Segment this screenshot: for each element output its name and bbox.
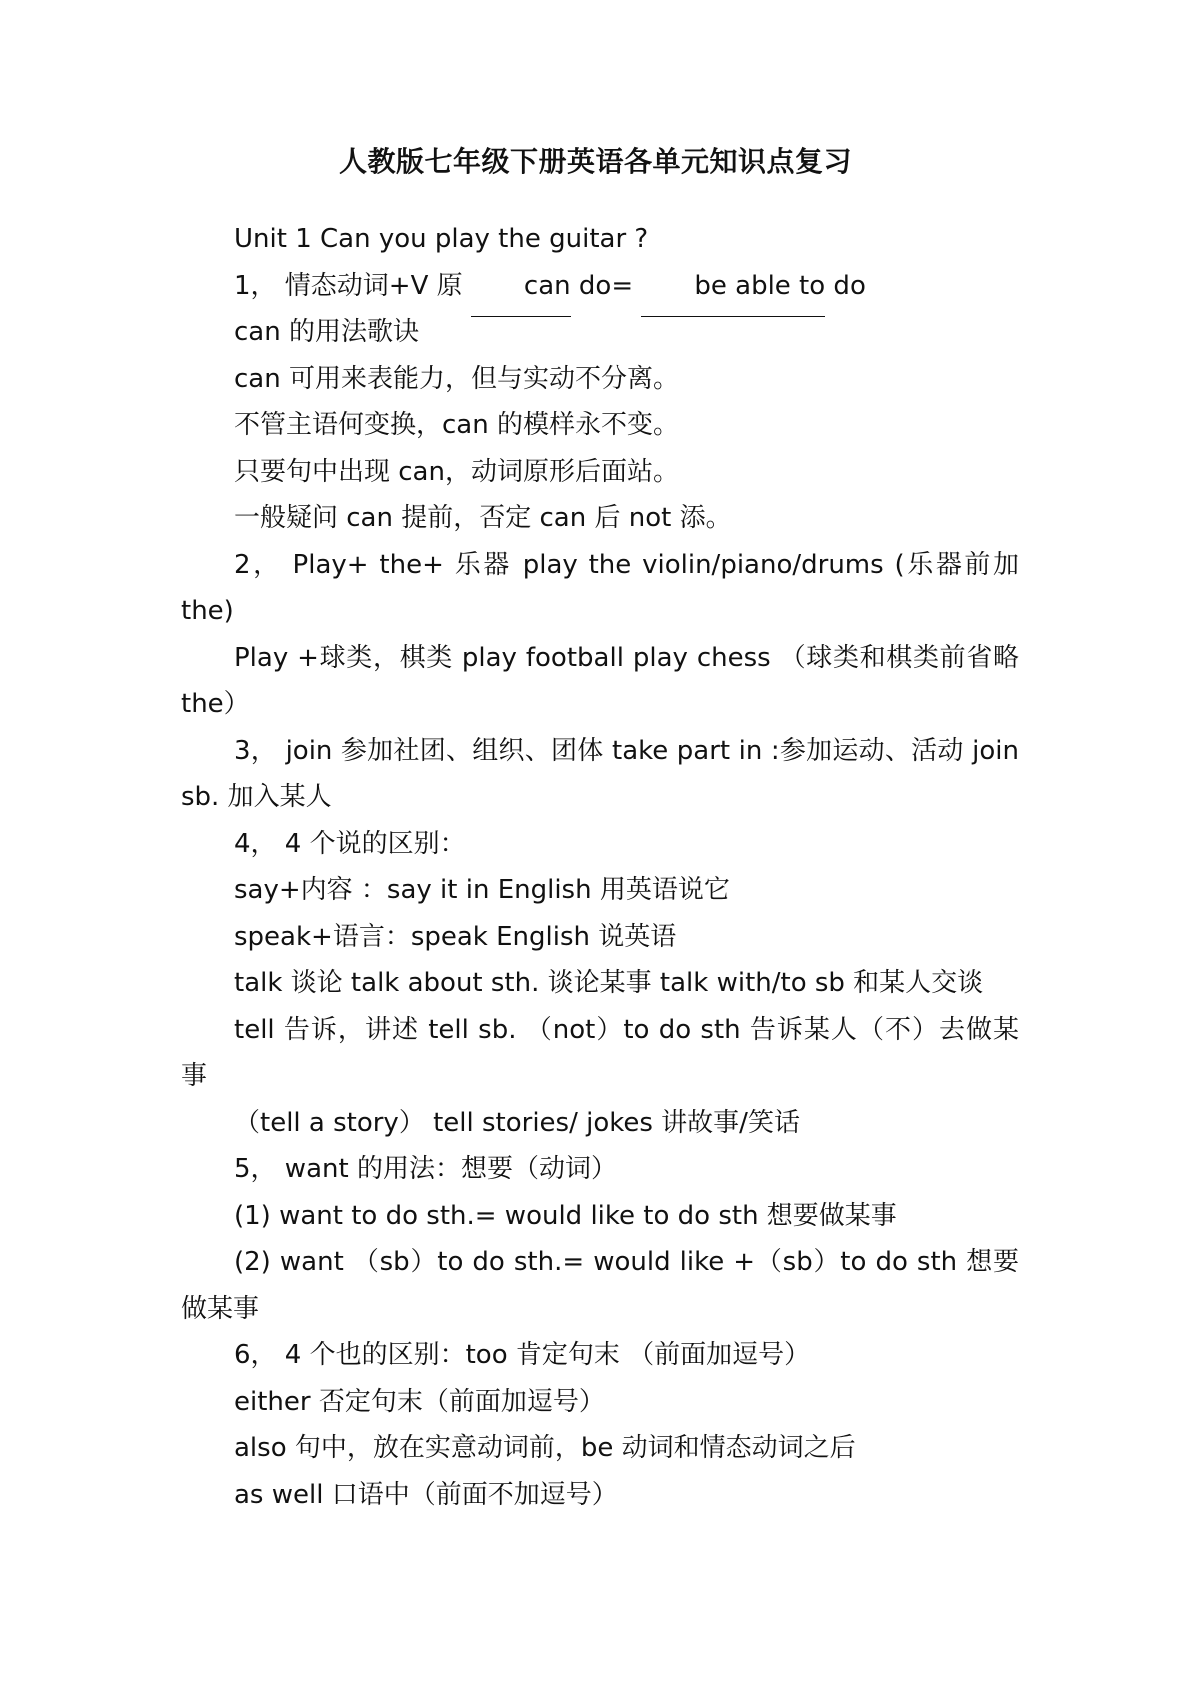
underlined-be-able-to: be able to bbox=[641, 263, 825, 310]
text-line: speak+语言：speak English 说英语 bbox=[234, 921, 677, 952]
text-line: can 的用法歌诀 bbox=[234, 317, 419, 347]
item-1-suffix: do bbox=[825, 270, 866, 301]
text-line: tell 告诉，讲述 tell sb. （not）to do sth 告诉某人（不）去做某事 bbox=[181, 1014, 1019, 1091]
text-line: 不管主语何变换，can 的模样永不变。 bbox=[234, 410, 679, 440]
text-line: Play +球类，棋类 play football play chess （球类和棋类前省略 the） bbox=[181, 642, 1019, 719]
text-line: 6， 4 个也的区别：too 肯定句末 （前面加逗号） bbox=[234, 1340, 811, 1370]
underlined-can: can bbox=[471, 263, 571, 310]
text-line: 只要句中出现 can，动词原形后面站。 bbox=[234, 456, 679, 487]
item-1-mid: do= bbox=[570, 270, 642, 301]
document-body bbox=[181, 216, 1019, 1518]
text-line: talk 谈论 talk about sth. 谈论某事 talk with/to sb 和某人交谈 bbox=[234, 968, 984, 998]
text-line: either 否定句末（前面加逗号） bbox=[234, 1386, 605, 1417]
text-line: 5， want 的用法：想要（动词） bbox=[234, 1154, 617, 1184]
text-line: 2， Play+ the+ 乐器 play the violin/piano/drums (乐器前加 the) bbox=[181, 549, 1019, 626]
text-line: 一般疑问 can 提前，否定 can 后 not 添。 bbox=[234, 503, 732, 533]
text-line: (2) want （sb）to do sth.= would like +（sb）to do sth 想要做某事 bbox=[181, 1247, 1019, 1324]
text-line: （tell a story） tell stories/ jokes 讲故事/笑话 bbox=[234, 1107, 800, 1138]
text-line: can 可用来表能力，但与实动不分离。 bbox=[234, 363, 679, 394]
text-line: 4， 4 个说的区别： bbox=[234, 828, 466, 859]
item-1-line bbox=[181, 263, 1019, 310]
unit-heading: Unit 1 Can you play the guitar ? bbox=[234, 224, 649, 254]
text-line: as well 口语中（前面不加逗号） bbox=[234, 1479, 618, 1510]
text-line: also 句中，放在实意动词前，be 动词和情态动词之后 bbox=[234, 1433, 856, 1463]
text-line: 3， join 参加社团、组织、团体 take part in :参加运动、活动 join sb. 加入某人 bbox=[181, 735, 1019, 812]
text-line: say+内容 ：say it in English 用英语说它 bbox=[234, 875, 730, 905]
page-title: 人教版七年级下册英语各单元知识点复习 bbox=[338, 145, 852, 178]
text-line: (1) want to do sth.= would like to do sth 想要做某事 bbox=[234, 1200, 897, 1231]
item-1-prefix: 1， 情态动词+V 原 bbox=[234, 270, 471, 301]
